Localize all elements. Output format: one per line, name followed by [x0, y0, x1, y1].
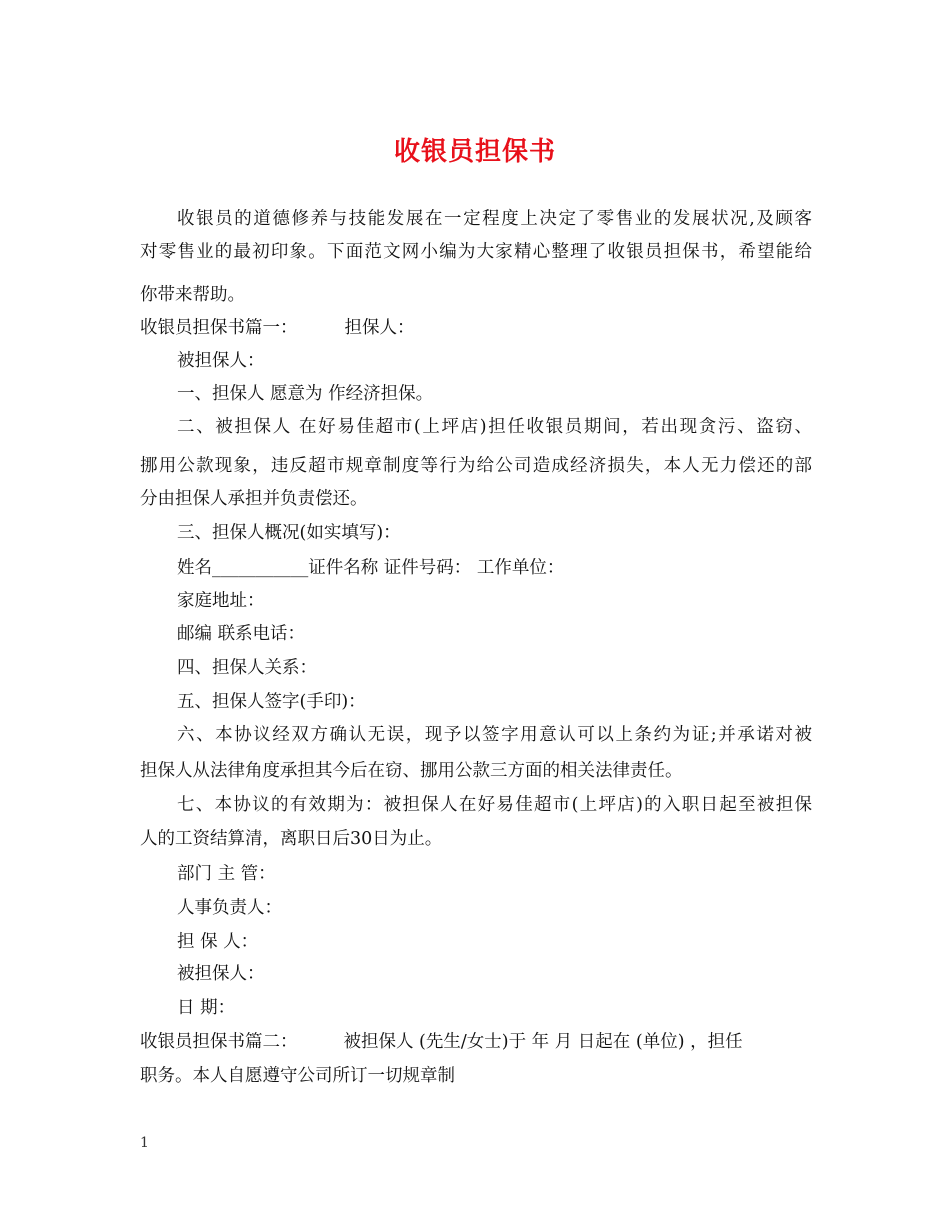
form-line: 三、担保人概况(如实填写)：	[177, 523, 401, 543]
paragraph-line: 挪用公款现象，违反超市规章制度等行为给公司造成经济损失，本人无力偿还的部	[140, 456, 812, 476]
signature-line: 日 期：	[177, 998, 236, 1018]
document-title: 收银员担保书	[393, 137, 556, 167]
form-line: 邮编 联系电话：	[177, 624, 306, 644]
paragraph-line: 担保人从法律角度承担其今后在窃、挪用公款三方面的相关法律责任。	[140, 761, 683, 781]
signature-line: 被担保人：	[177, 964, 265, 984]
paragraph-line: 职务。本人自愿遵守公司所订一切规章制	[140, 1066, 455, 1086]
paragraph-line: 分由担保人承担并负责偿还。	[140, 489, 368, 509]
signature-line: 担 保 人：	[177, 932, 259, 952]
form-line: 四、担保人关系：	[177, 658, 317, 678]
form-line: 一、担保人 愿意为 作经济担保。	[177, 384, 434, 404]
paragraph-line: 人的工资结算清，离职日后30日为止。	[140, 829, 443, 849]
section-heading: 收银员担保书篇二：	[140, 1032, 298, 1052]
paragraph-line: 二、被担保人 在好易佳超市(上坪店)担任收银员期间，若出现贪污、盗窃、	[177, 417, 812, 437]
form-line: 家庭地址：	[177, 591, 265, 611]
paragraph-line: 收银员的道德修养与技能发展在一定程度上决定了零售业的发展状况,及顾客	[177, 209, 812, 229]
section-heading-line	[140, 1030, 812, 1054]
form-line: 姓名___________证件名称 证件号码： 工作单位：	[177, 558, 565, 578]
guarantor-label: 担保人：	[344, 318, 415, 338]
form-line: 被担保人：	[177, 351, 265, 371]
signature-line: 部门 主 管：	[177, 864, 276, 884]
paragraph-line: 对零售业的最初印象。下面范文网小编为大家精心整理了收银员担保书，希望能给	[140, 242, 812, 262]
paragraph-text: 被担保人 (先生/女士)于 年 月 日起在 (单位) ，担任	[343, 1032, 743, 1052]
page-number: 1	[140, 1135, 149, 1151]
paragraph-line: 你带来帮助。	[140, 285, 245, 305]
signature-line: 人事负责人：	[177, 898, 282, 918]
section-heading-line	[140, 316, 812, 340]
paragraph-line: 七、本协议的有效期为：被担保人在好易佳超市(上坪店)的入职日起至被担保	[177, 795, 812, 815]
paragraph-line: 六、本协议经双方确认无误，现予以签字用意认可以上条约为证;并承诺对被	[177, 725, 812, 745]
form-line: 五、担保人签字(手印)：	[177, 692, 366, 712]
section-heading: 收银员担保书篇一：	[140, 318, 298, 338]
